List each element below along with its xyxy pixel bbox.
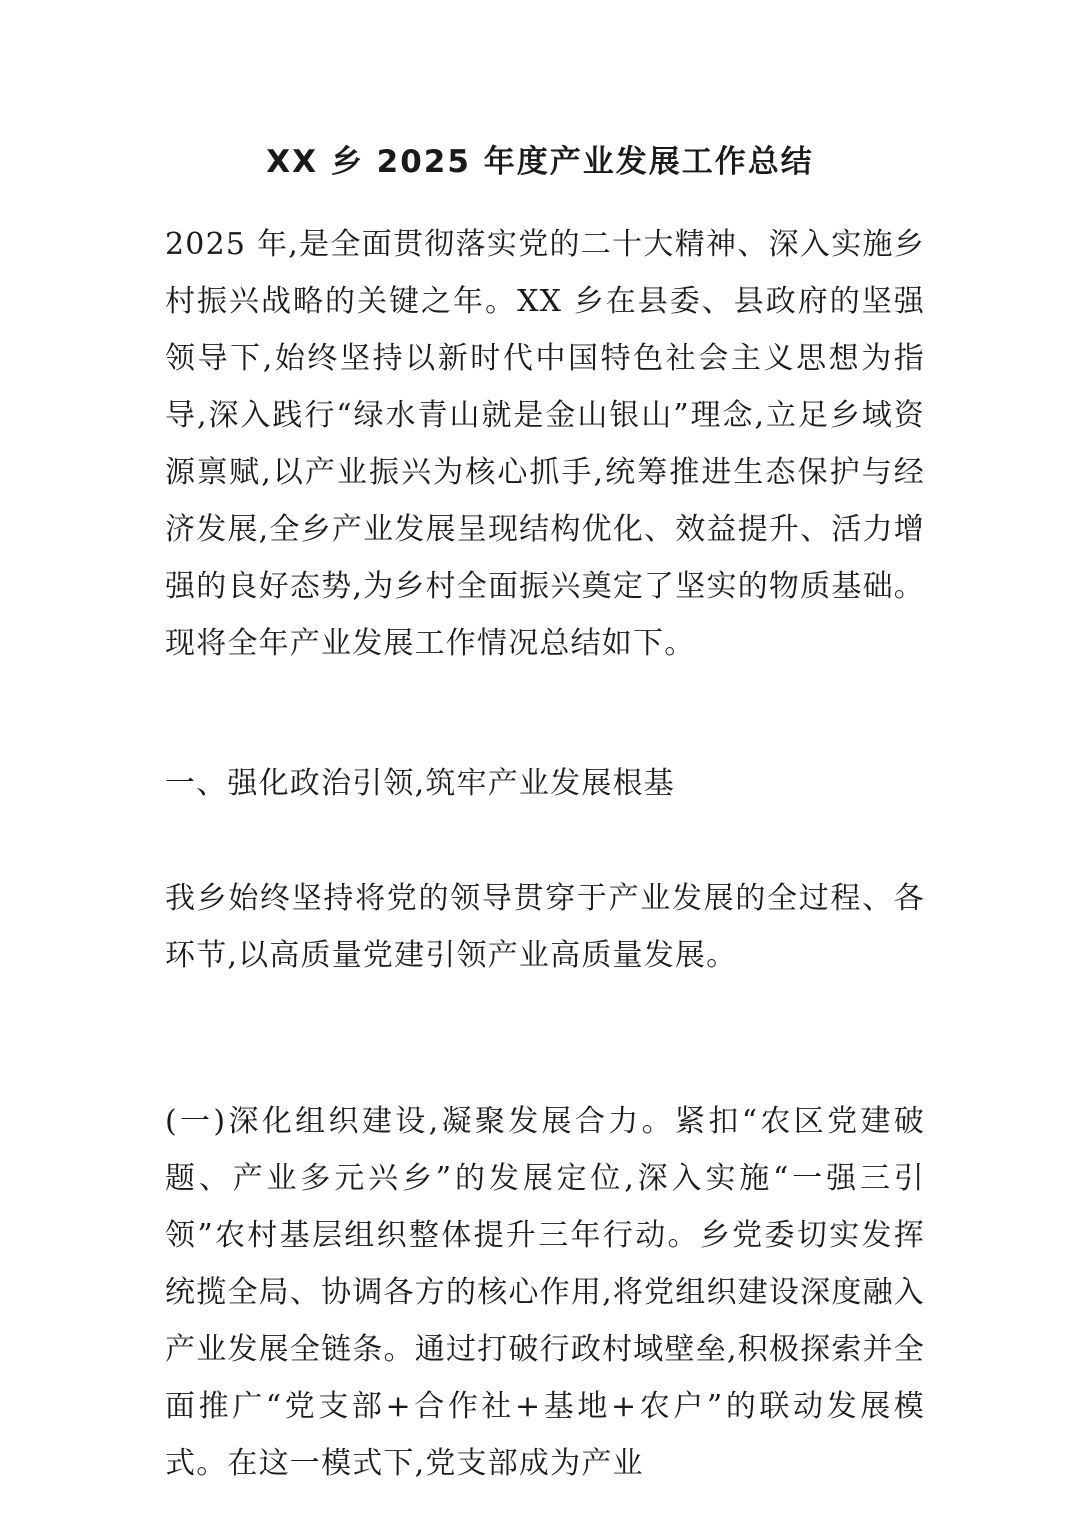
section-heading: 一、强化政治引领,筑牢产业发展根基 [165, 766, 675, 801]
subsection-paragraph: (一)深化组织建设,凝聚发展合力。紧扣“农区党建破题、产业多元兴乡”的发展定位,深入实施“一强三引领”农村基层组织整体提升三年行动。乡党委切实发挥统揽全局、协调各方的核心作用,将党组织建设深度融入产业发展全链条。通过打破行政村域壁垒,积极探索并全面推广“党支部+合作社+基地+农户”的联动发展模式。在这一模式下,党支部成为产业 [165, 1104, 925, 1481]
intro-paragraph: 2025 年,是全面贯彻落实党的二十大精神、深入实施乡村振兴战略的关键之年。XX 乡在县委、县政府的坚强领导下,始终坚持以新时代中国特色社会主义思想为指导,深入践行“绿水青山就是金山银山”理念,立足乡域资源禀赋,以产业振兴为核心抓手,统筹推进生态保护与经济发展,全乡产业发展呈现结构优化、效益提升、活力增强的良好态势,为乡村全面振兴奠定了坚实的物质基础。现将全年产业发展工作情况总结如下。 [165, 227, 925, 661]
section-paragraph: 我乡始终坚持将党的领导贯穿于产业发展的全过程、各环节,以高质量党建引领产业高质量发展。 [165, 881, 925, 973]
document-title: XX 乡 2025 年度产业发展工作总结 [266, 144, 814, 180]
